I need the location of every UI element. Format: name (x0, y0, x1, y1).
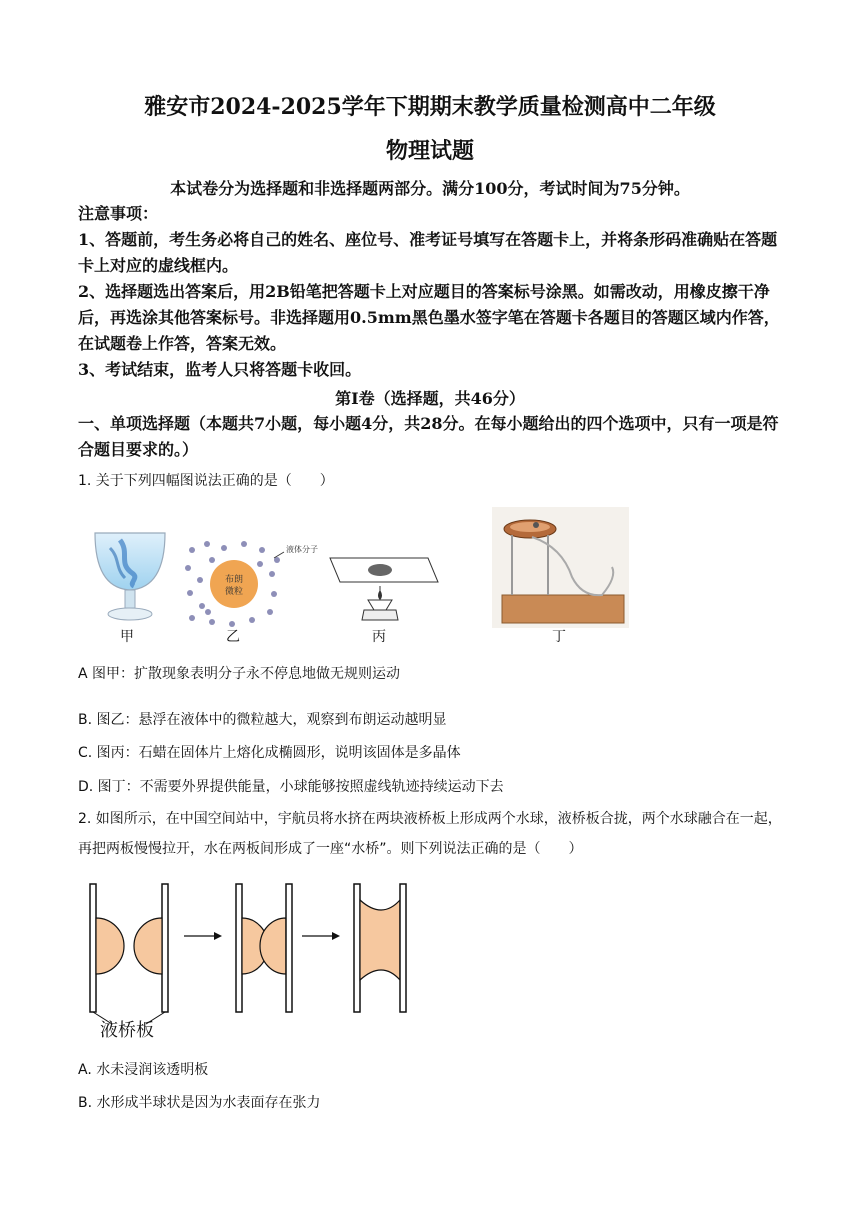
fig-brownian (182, 538, 322, 628)
note-item-1: 1、答题前，考生务必将自己的姓名、座位号、准考证号填写在答题卡上，并将条形码准确贴在答题卡上对应的虚线框内。 (78, 230, 778, 275)
fig-liquid-label: 液体分子 (286, 545, 318, 554)
exam-subtitle: 物理试题 (385, 138, 474, 164)
fig-label-bing: 丙 (372, 629, 386, 645)
fig-beaker-ink (90, 528, 170, 628)
section-title: 第I卷（选择题，共46分） (335, 389, 525, 408)
q2-option-a: A. 水未浸润该透明板 (78, 1062, 209, 1078)
fig-label-jia: 甲 (120, 629, 134, 645)
plate-label: 液桥板 (100, 1020, 154, 1041)
q1-option-b: B. 图乙：悬浮在液体中的微粒越大，观察到布朗运动越明显 (78, 712, 447, 728)
fig-particle-label-2: 微粒 (224, 587, 244, 597)
q1-option-a: A 图甲：扩散现象表明分子永不停息地做无规则运动 (78, 666, 401, 682)
note-item-3: 3、考试结束，监考人只将答题卡收回。 (78, 360, 362, 379)
fig-perpetual-device (492, 507, 629, 628)
q1-option-d: D. 图丁：不需要外界提供能量，小球能够按照虚线轨迹持续运动下去 (78, 779, 504, 795)
fig-particle-label-1: 布朗 (224, 575, 244, 585)
exam-intro: 本试卷分为选择题和非选择题两部分。满分100分，考试时间为75分钟。 (170, 179, 690, 198)
fig-label-ding: 丁 (552, 629, 566, 645)
fig-liquid-bridge (84, 880, 424, 1030)
exam-title: 雅安市2024-2025学年下期期末教学质量检测高中二年级 (144, 94, 716, 120)
fig-label-yi: 乙 (226, 629, 240, 645)
q2-stem: 2. 如图所示，在中国空间站中，宇航员将水挤在两块液桥板上形成两个水球，液桥板合拢，两个水球融合在一起，再把两板慢慢拉开，水在两板间形成了一座“水桥”。则下列说法正确的是（ ） (78, 811, 782, 857)
q1-stem: 1. 关于下列四幅图说法正确的是（ ） (78, 473, 334, 489)
q2-option-b: B. 水形成半球状是因为水表面存在张力 (78, 1095, 321, 1111)
note-item-2: 2、选择题选出答案后，用2B铅笔把答题卡上对应题目的答案标号涂黑。如需改动，用橡皮擦干净后，再选涂其他答案标号。非选择题用0.5mm黑色墨水签字笔在答题卡各题目的答题区域内作答，在试题卷上作答，答案无效。 (78, 282, 780, 353)
q1-option-c: C. 图丙：石蜡在固体片上熔化成椭圆形，说明该固体是多晶体 (78, 745, 461, 761)
notes-heading: 注意事项： (78, 204, 159, 223)
fig-wax-plate (328, 554, 440, 626)
part1-instructions: 一、单项选择题（本题共7小题，每小题4分，共28分。在每小题给出的四个选项中，只有一项是符合题目要求的。） (78, 414, 779, 459)
